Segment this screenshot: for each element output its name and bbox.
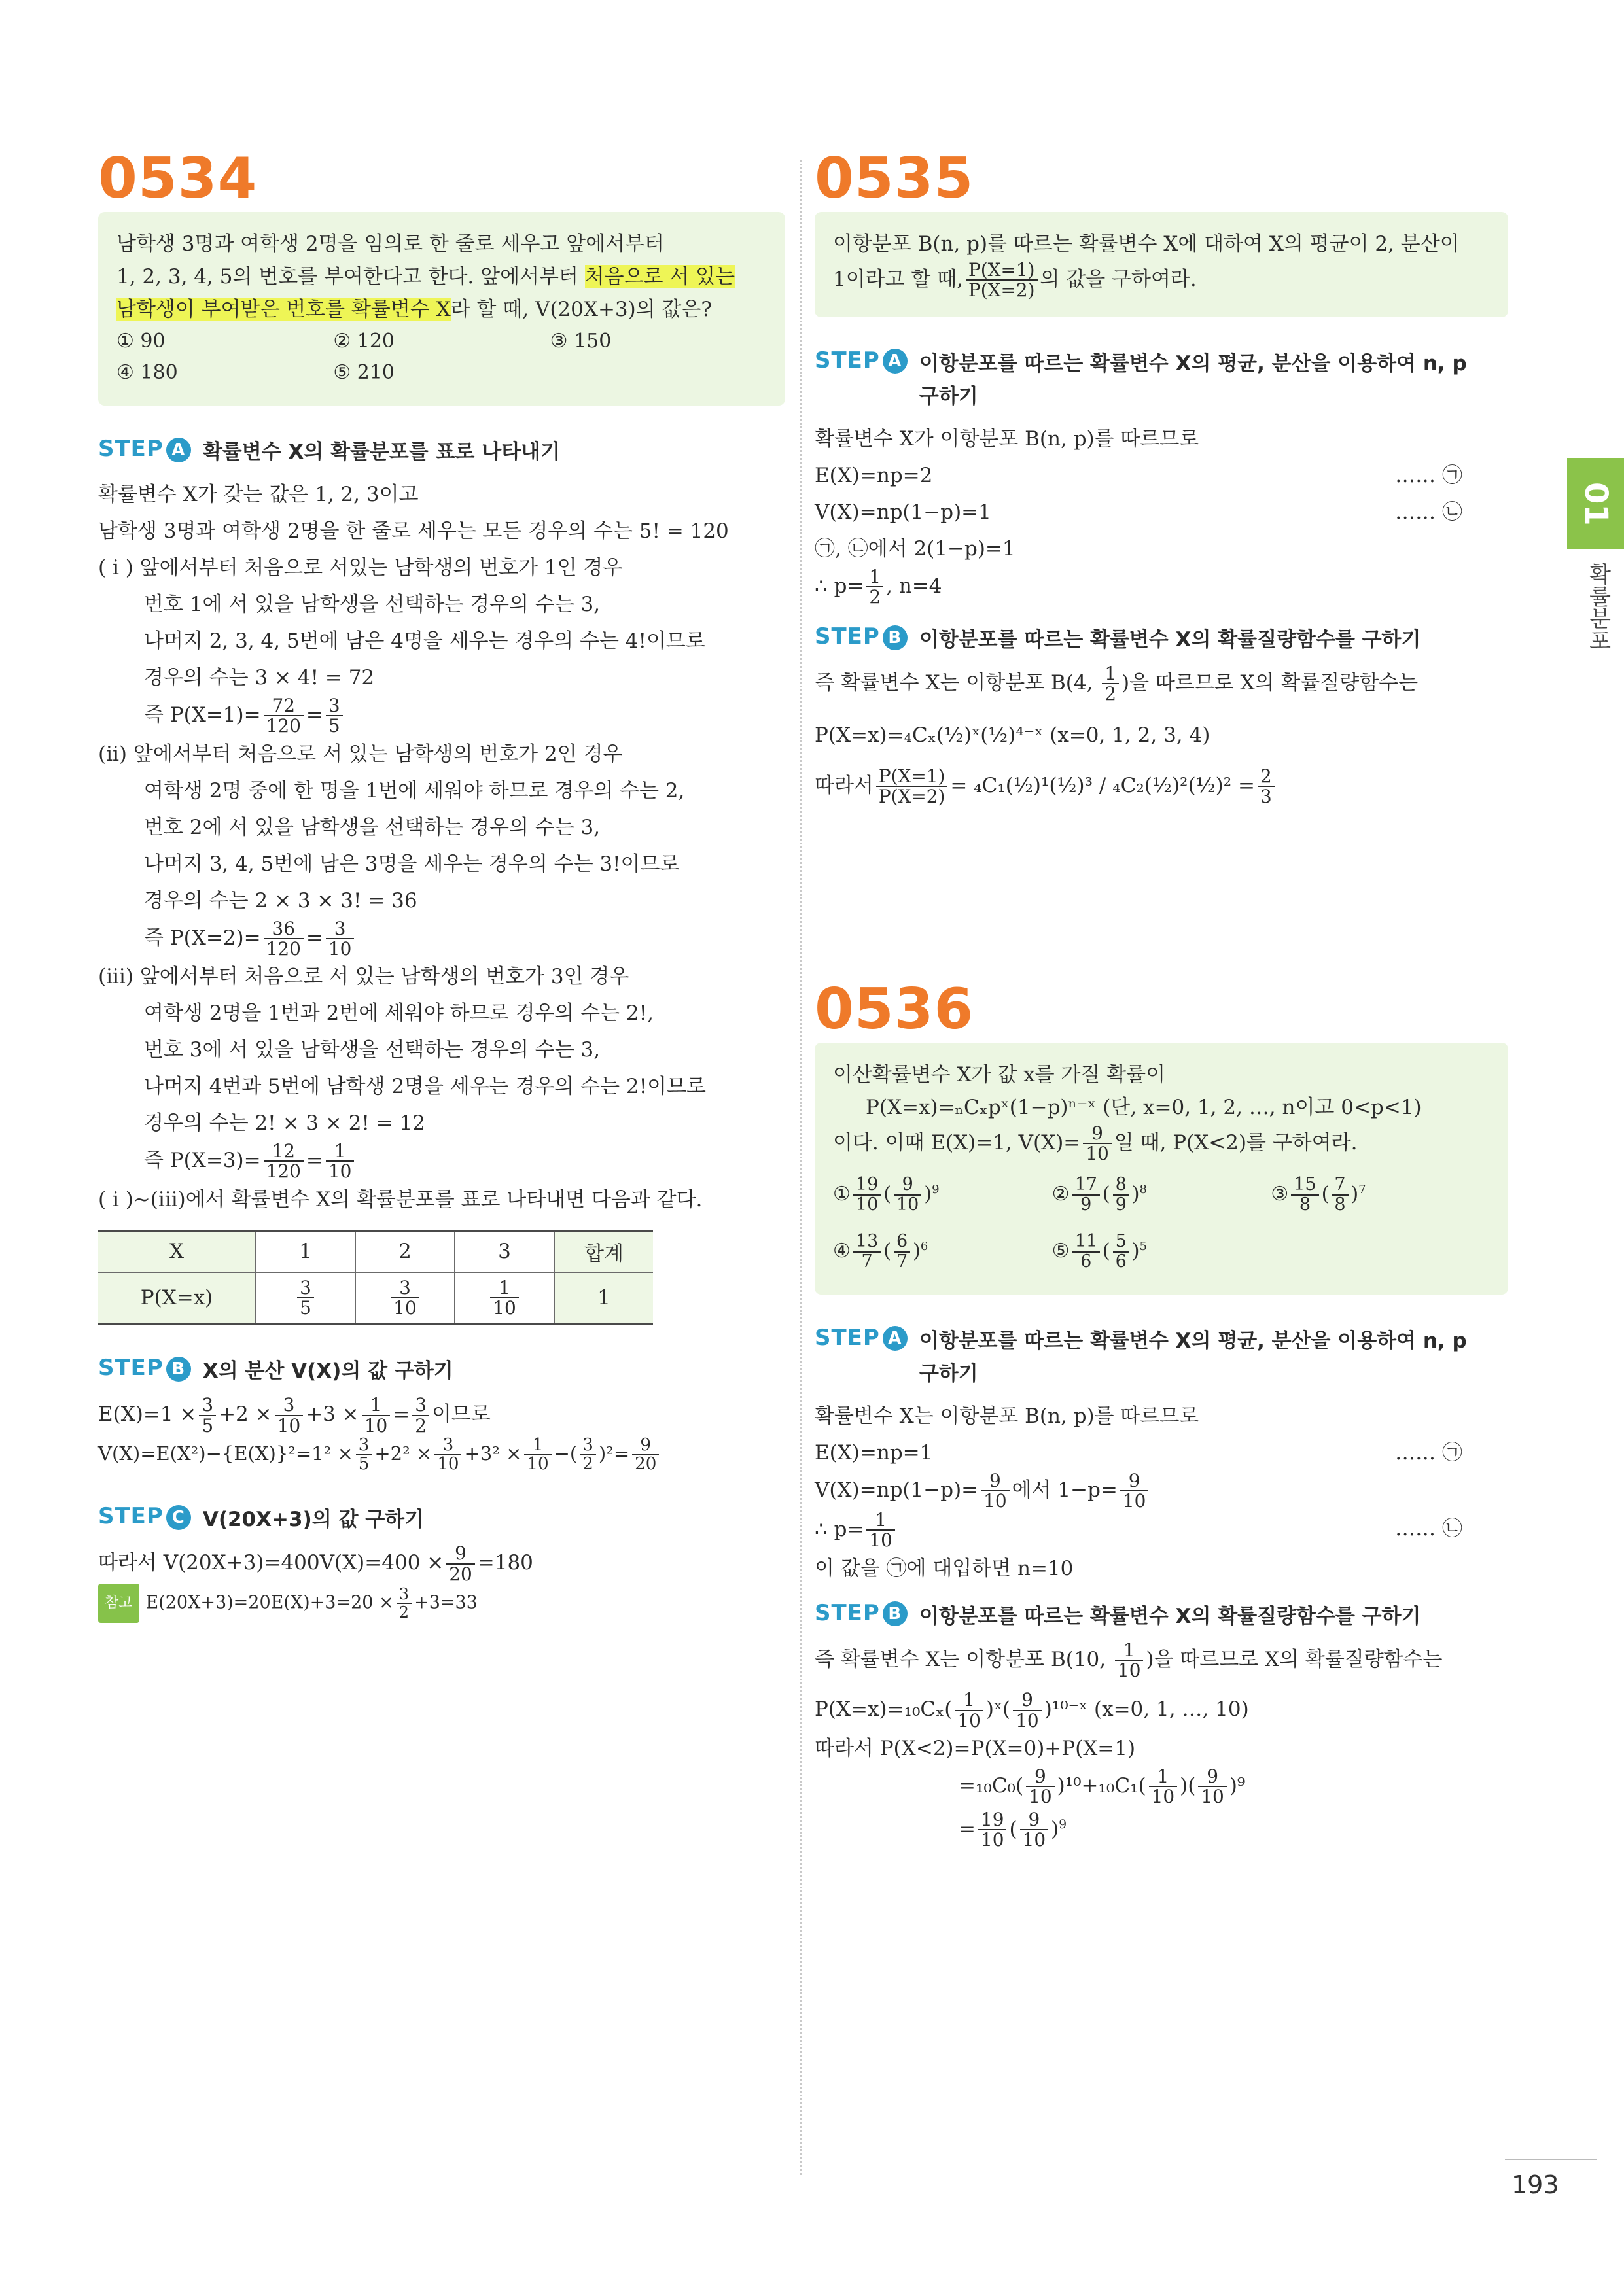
choices bbox=[833, 1164, 1490, 1278]
chapter-tab[interactable]: 01 bbox=[1567, 458, 1624, 549]
solution-line: P(X=x)=₁₀Cₓ( $\frac{1}{10}$ )ˣ( $\frac{9}{10}$ )¹⁰⁻ˣ (x=0, 1, …, 10) bbox=[815, 1689, 1249, 1731]
step-a-header bbox=[98, 436, 785, 468]
solution-line: 따라서 V(20X+3)=400V(X)=400 × $\frac{9}{20}$ =180 bbox=[98, 1542, 533, 1585]
step-title: 이항분포를 따르는 확률변수 X의 평균, 분산을 이용하여 n, p 구하기 bbox=[919, 1329, 1467, 1385]
solution-line: E(X)=np=1 …… ㉠ bbox=[815, 1440, 1462, 1465]
solution-line: 확률변수 X가 이항분포 B(n, p)를 따르므로 bbox=[815, 426, 1199, 451]
table-header-cell: X bbox=[98, 1230, 256, 1272]
solution-line: 번호 1에 서 있을 남학생을 선택하는 경우의 수는 3, bbox=[144, 593, 601, 616]
choice-3[interactable]: ③ $\frac{15}{8}$ ( $\frac{7}{8}$ )$^7$ bbox=[1271, 1174, 1366, 1215]
step-title: 이항분포를 따르는 확률변수 X의 확률질량함수를 구하기 bbox=[919, 628, 1421, 652]
step-tag: STEP B bbox=[815, 1600, 908, 1627]
solution-line: ( i ) 앞에서부터 처음으로 서있는 남학생의 번호가 1인 경우 bbox=[98, 556, 623, 580]
solution-line: 남학생 3명과 여학생 2명을 한 줄로 세우는 모든 경우의 수는 5! = 120 bbox=[98, 519, 729, 543]
solution-line: 따라서 P(X<2)=P(X=0)+P(X=1) bbox=[815, 1736, 1136, 1760]
table-row bbox=[98, 1230, 653, 1272]
step-a-header bbox=[815, 347, 1508, 413]
solution-step-a bbox=[815, 421, 1508, 607]
solution-line: 경우의 수는 3 × 4! = 72 bbox=[144, 666, 375, 689]
choice-1[interactable]: ① $\frac{19}{10}$ ( $\frac{9}{10}$ )$^9$ bbox=[833, 1174, 940, 1215]
solution-line: 확률변수 X는 이항분포 B(n, p)를 따르므로 bbox=[815, 1404, 1199, 1428]
question-box bbox=[98, 212, 785, 406]
solution-line: (ii) 앞에서부터 처음으로 서 있는 남학생의 번호가 2인 경우 bbox=[98, 742, 623, 766]
problem-number: 0534 bbox=[98, 146, 258, 211]
solution-line: 번호 2에 서 있을 남학생을 선택하는 경우의 수는 3, bbox=[144, 815, 601, 839]
solution-line: E(X)=np=2 …… ㉠ bbox=[815, 463, 1462, 487]
choices bbox=[116, 326, 767, 389]
solution-step-c bbox=[98, 1544, 785, 1623]
problem-0534 bbox=[98, 146, 785, 1623]
solution-line: E(X)=1 × $\frac{3}{5}$ +2 × $\frac{3}{10}$ +3 × $\frac{1}{10}$ = $\frac{3}{2}$ 이므로 bbox=[98, 1394, 491, 1436]
note: 참고 E(20X+3)=20E(X)+3=20 × $\frac{3}{2}$ +3=33 bbox=[98, 1584, 785, 1623]
problem-number: 0536 bbox=[815, 977, 974, 1042]
solution-line: 즉 P(X=3)= $\frac{12}{120}$ = $\frac{1}{10}$ bbox=[98, 1141, 785, 1181]
solution-line: P(X=x)=₄Cₓ(½)ˣ(½)⁴⁻ˣ (x=0, 1, 2, 3, 4) bbox=[815, 723, 1210, 747]
solution-line: V(X)=np(1−p)=1 …… ㉡ bbox=[815, 500, 1462, 524]
table-cell: 1 bbox=[554, 1272, 653, 1324]
highlight: 처음으로 서 있는 bbox=[584, 265, 735, 288]
solution-line: ∴ p= $\frac{1}{10}$ …… ㉡ bbox=[815, 1509, 1462, 1552]
solution-line: 따라서 $\frac{P(X=1)}{P(X=2)}$ = ₄C₁(½)¹(½)³ / ₄C₂(½)²(½)² = $\frac{2}{3}$ bbox=[815, 767, 1508, 807]
solution-line: 나머지 3, 4, 5번에 남은 3명을 세우는 경우의 수는 3!이므로 bbox=[144, 852, 680, 876]
step-title: X의 분산 V(X)의 값 구하기 bbox=[202, 1359, 453, 1383]
step-tag: STEP B bbox=[98, 1355, 191, 1382]
choice-3[interactable]: ③ 150 bbox=[550, 330, 612, 353]
question-line: 남학생이 부여받은 번호를 확률변수 X라 할 때, V(20X+3)의 값은? bbox=[116, 298, 713, 321]
table-header-cell: 3 bbox=[455, 1230, 554, 1272]
highlight: 남학생이 부여받은 번호를 확률변수 X bbox=[116, 298, 451, 321]
problem-number: 0535 bbox=[815, 146, 974, 211]
solution-line: 번호 3에 서 있을 남학생을 선택하는 경우의 수는 3, bbox=[144, 1038, 601, 1062]
solution-line: 여학생 2명 중에 한 명을 1번에 세워야 하므로 경우의 수는 2, bbox=[144, 778, 685, 803]
question-line: 이다. 이때 E(X)=1, V(X)= $\frac{9}{10}$ 일 때, P(X<2)를 구하여라. bbox=[833, 1122, 1358, 1165]
choice-5[interactable]: ⑤ $\frac{11}{6}$ ( $\frac{5}{6}$ )$^5$ bbox=[1051, 1231, 1147, 1272]
question-line: P(X=x)=ₙCₓpˣ(1−p)ⁿ⁻ˣ (단, x=0, 1, 2, …, n이고 0<p<1) bbox=[866, 1096, 1422, 1119]
table-cell: $\frac{1}{10}$ bbox=[455, 1272, 554, 1324]
solution-line: 확률변수 X가 갖는 값은 1, 2, 3이고 bbox=[98, 483, 419, 506]
question-line: 1이라고 할 때, $\frac{P(X=1)}{P(X=2)}$ 의 값을 구하여라. bbox=[833, 259, 1197, 302]
column-divider bbox=[800, 160, 802, 2175]
step-tag: STEP B bbox=[815, 623, 908, 650]
table-header-cell: 1 bbox=[256, 1230, 355, 1272]
question-line: 1, 2, 3, 4, 5의 번호를 부여한다고 한다. 앞에서부터 처음으로 서 있는 bbox=[116, 265, 735, 288]
step-b-header bbox=[815, 623, 1508, 656]
table-row bbox=[98, 1272, 653, 1324]
step-title: 이항분포를 따르는 확률변수 X의 평균, 분산을 이용하여 n, p 구하기 bbox=[919, 351, 1467, 408]
solution-line: = $\frac{19}{10}$ ( $\frac{9}{10}$ )$^9$ bbox=[959, 1809, 1067, 1851]
solution-line: 즉 확률변수 X는 이항분포 B(4, $\frac{1}{2}$ )을 따르므로 X의 확률질량함수는 bbox=[815, 663, 1419, 705]
solution-step-a bbox=[98, 476, 785, 1218]
step-tag: STEP C bbox=[98, 1503, 191, 1530]
solution-step-b bbox=[815, 664, 1508, 806]
choice-4[interactable]: ④ $\frac{13}{7}$ ( $\frac{6}{7}$ )$^6$ bbox=[833, 1231, 928, 1272]
solution-step-a bbox=[815, 1398, 1508, 1587]
step-title: 이항분포를 따르는 확률변수 X의 확률질량함수를 구하기 bbox=[919, 1604, 1421, 1628]
question-line: 이항분포 B(n, p)를 따르는 확률변수 X에 대하여 X의 평균이 2, 분산이 bbox=[833, 232, 1460, 256]
solution-line: 즉 확률변수 X는 이항분포 B(10, $\frac{1}{10}$ )을 따르므로 X의 확률질량함수는 bbox=[815, 1639, 1443, 1682]
solution-line: ( i )~(iii)에서 확률변수 X의 확률분포를 표로 나타내면 다음과 같다. bbox=[98, 1187, 703, 1211]
page-number-rule bbox=[1505, 2159, 1597, 2160]
solution-line: 경우의 수는 2 × 3 × 3! = 36 bbox=[144, 888, 417, 913]
choice-1[interactable]: ① 90 bbox=[116, 330, 166, 353]
solution-line: 여학생 2명을 1번과 2번에 세워야 하므로 경우의 수는 2!, bbox=[144, 1001, 654, 1026]
solution-step-b bbox=[98, 1395, 785, 1473]
page-number: 193 bbox=[1511, 2170, 1559, 2199]
choice-4[interactable]: ④ 180 bbox=[116, 361, 178, 384]
step-title: V(20X+3)의 값 구하기 bbox=[202, 1508, 425, 1532]
step-tag: STEP A bbox=[815, 1325, 908, 1351]
solution-line: 이 값을 ㉠에 대입하면 n=10 bbox=[815, 1556, 1074, 1580]
step-b-header bbox=[98, 1355, 785, 1387]
table-cell: P(X=x) bbox=[98, 1272, 256, 1324]
solution-line: 나머지 4번과 5번에 남학생 2명을 세우는 경우의 수는 2!이므로 bbox=[144, 1075, 706, 1099]
table-cell: $\frac{3}{5}$ bbox=[256, 1272, 355, 1324]
solution-line: V(X)=E(X²)−{E(X)}²=1² × $\frac{3}{5}$ +2² × $\frac{3}{10}$ +3² × $\frac{1}{10}$ −( $\frac{3}{2}$ )²= $\frac{9}{20}$ bbox=[98, 1435, 785, 1473]
question-box bbox=[815, 212, 1508, 317]
step-tag: STEP A bbox=[815, 347, 908, 374]
step-tag: STEP A bbox=[98, 436, 191, 462]
choice-2[interactable]: ② $\frac{17}{9}$ ( $\frac{8}{9}$ )$^8$ bbox=[1051, 1174, 1147, 1215]
solution-line: 즉 P(X=2)= $\frac{36}{120}$ = $\frac{3}{10}$ bbox=[98, 919, 785, 959]
solution-line: V(X)=np(1−p)= $\frac{9}{10}$ 에서 1−p= $\frac{9}{10}$ bbox=[815, 1471, 1508, 1511]
step-c-header bbox=[98, 1503, 785, 1536]
step-b-header bbox=[815, 1600, 1508, 1633]
solution-line: =₁₀C₀( $\frac{9}{10}$ )¹⁰+₁₀C₁( $\frac{1}{10}$ )( $\frac{9}{10}$ )⁹ bbox=[959, 1765, 1246, 1808]
solution-line: 나머지 2, 3, 4, 5번에 남은 4명을 세우는 경우의 수는 4!이므로 bbox=[144, 629, 705, 653]
table-header-cell: 합계 bbox=[554, 1230, 653, 1272]
choice-5[interactable]: ⑤ 210 bbox=[333, 361, 395, 384]
note-tag: 참고 bbox=[98, 1584, 139, 1623]
question-line: 남학생 3명과 여학생 2명을 임의로 한 줄로 세우고 앞에서부터 bbox=[116, 232, 664, 256]
step-title: 확률변수 X의 확률분포를 표로 나타내기 bbox=[202, 440, 561, 464]
table-header-cell: 2 bbox=[355, 1230, 455, 1272]
question-line: 이산확률변수 X가 값 x를 가질 확률이 bbox=[833, 1063, 1166, 1087]
solution-line: ∴ p= $\frac{1}{2}$ , n=4 bbox=[815, 565, 942, 608]
choice-2[interactable]: ② 120 bbox=[333, 330, 395, 353]
question-box bbox=[815, 1043, 1508, 1295]
solution-line: 즉 P(X=1)= $\frac{72}{120}$ = $\frac{3}{5}$ bbox=[98, 696, 785, 736]
step-a-header bbox=[815, 1325, 1508, 1390]
chapter-label: 확률분포 bbox=[1585, 563, 1611, 652]
problem-0535 bbox=[815, 146, 1508, 808]
solution-line: 경우의 수는 2! × 3 × 2! = 12 bbox=[144, 1111, 426, 1136]
solution-line: (iii) 앞에서부터 처음으로 서 있는 남학생의 번호가 3인 경우 bbox=[98, 965, 629, 989]
problem-0536 bbox=[815, 977, 1508, 1851]
solution-step-b bbox=[815, 1641, 1508, 1850]
table-cell: $\frac{3}{10}$ bbox=[355, 1272, 455, 1324]
probability-table bbox=[98, 1230, 653, 1325]
solution-line: ㉠, ㉡에서 2(1−p)=1 bbox=[815, 536, 1015, 561]
